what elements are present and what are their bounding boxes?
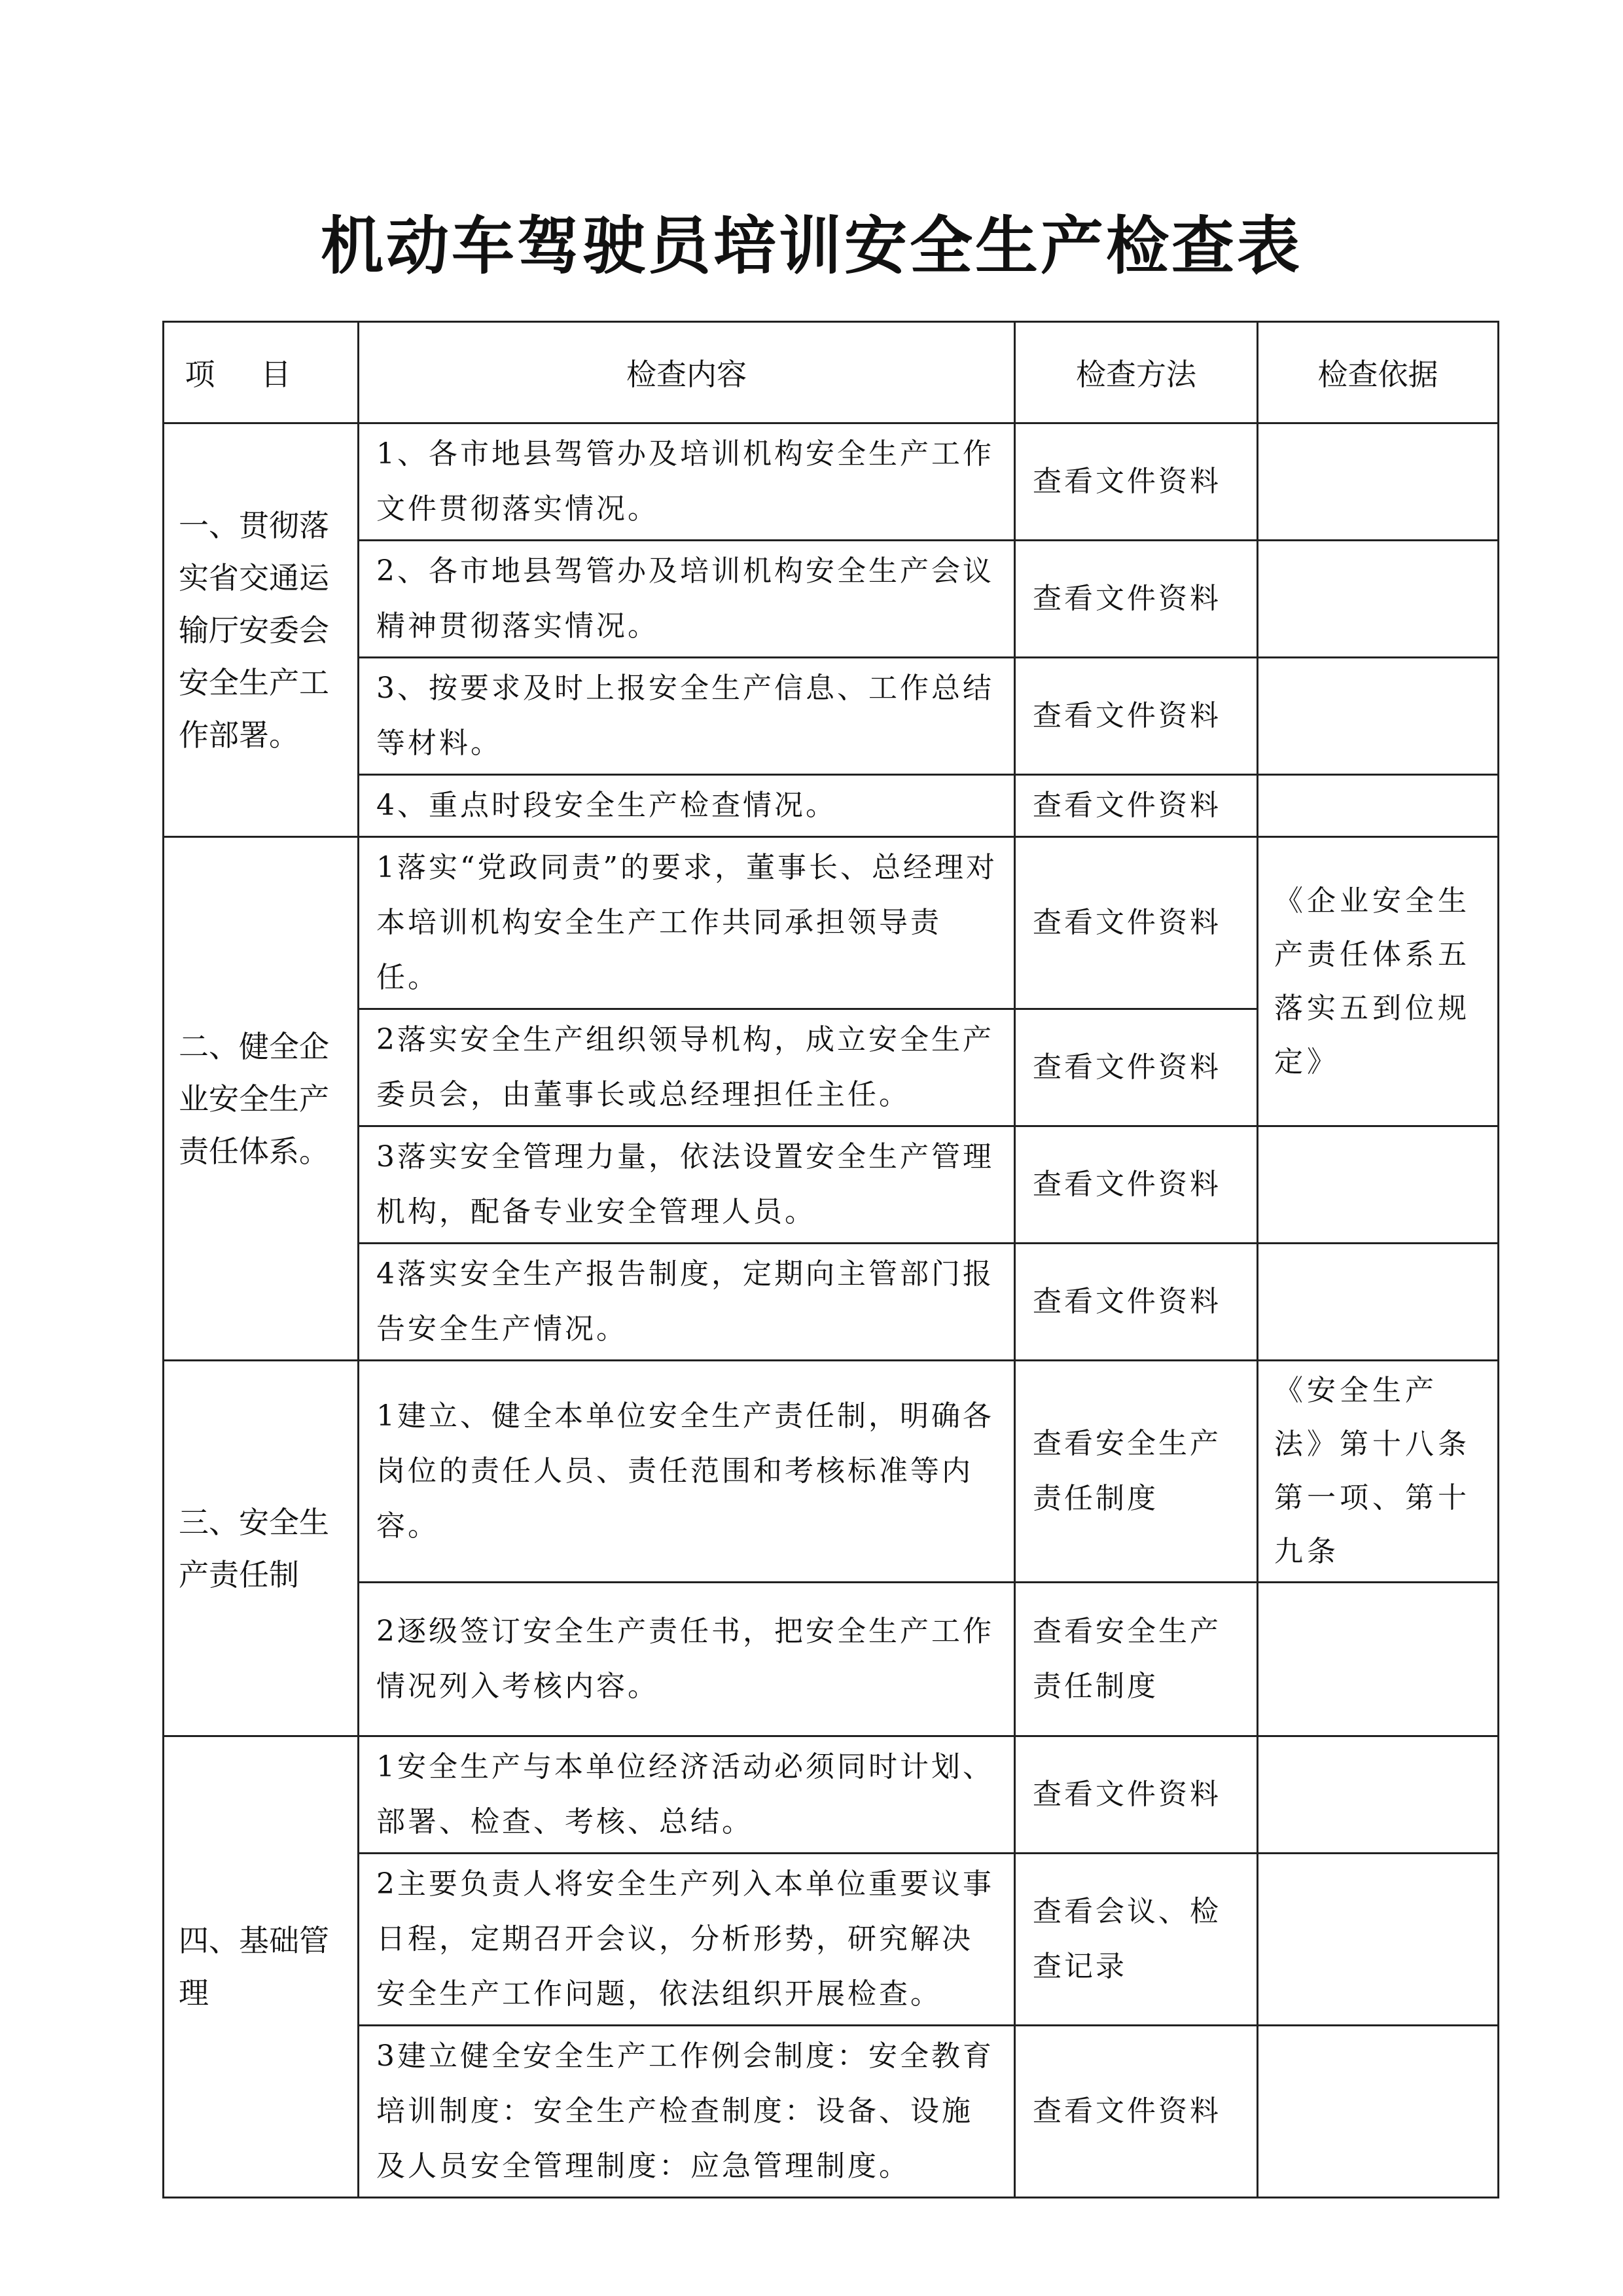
check-basis bbox=[1258, 541, 1499, 658]
table-row bbox=[164, 1736, 1499, 1854]
check-content: 4、重点时段安全生产检查情况。 bbox=[359, 775, 1015, 837]
check-method: 查看文件资料 bbox=[1015, 775, 1258, 837]
table-row bbox=[164, 1583, 1499, 1736]
table-row bbox=[164, 658, 1499, 775]
table-row bbox=[164, 1126, 1499, 1244]
check-basis bbox=[1258, 658, 1499, 775]
table-row bbox=[164, 837, 1499, 1009]
table-row bbox=[164, 1361, 1499, 1583]
check-method: 查看文件资料 bbox=[1015, 837, 1258, 1009]
check-basis bbox=[1258, 1583, 1499, 1736]
table-row bbox=[164, 775, 1499, 837]
section-name: 一、贯彻落实省交通运输厅安委会安全生产工作部署。 bbox=[164, 423, 359, 837]
check-content: 2逐级签订安全生产责任书，把安全生产工作情况列入考核内容。 bbox=[359, 1583, 1015, 1736]
section-name: 三、安全生产责任制 bbox=[164, 1361, 359, 1736]
check-content: 1、各市地县驾管办及培训机构安全生产工作文件贯彻落实情况。 bbox=[359, 423, 1015, 541]
check-content: 1落实“党政同责”的要求，董事长、总经理对本培训机构安全生产工作共同承担领导责任。 bbox=[359, 837, 1015, 1009]
section-name: 四、基础管理 bbox=[164, 1736, 359, 2198]
check-content: 2、各市地县驾管办及培训机构安全生产会议精神贯彻落实情况。 bbox=[359, 541, 1015, 658]
check-content: 2主要负责人将安全生产列入本单位重要议事日程，定期召开会议，分析形势，研究解决安全生产工作问题，依法组织开展检查。 bbox=[359, 1854, 1015, 2026]
check-content: 2落实安全生产组织领导机构，成立安全生产委员会，由董事长或总经理担任主任。 bbox=[359, 1009, 1015, 1126]
check-method: 查看文件资料 bbox=[1015, 1009, 1258, 1126]
table-row bbox=[164, 2026, 1499, 2198]
check-method: 查看文件资料 bbox=[1015, 2026, 1258, 2198]
check-basis bbox=[1258, 423, 1499, 541]
table-row bbox=[164, 541, 1499, 658]
check-method: 查看文件资料 bbox=[1015, 1736, 1258, 1854]
page-title: 机动车驾驶员培训安全生产检查表 bbox=[321, 209, 1302, 283]
header-content: 检查内容 bbox=[359, 322, 1015, 423]
check-content: 3落实安全管理力量，依法设置安全生产管理机构，配备专业安全管理人员。 bbox=[359, 1126, 1015, 1244]
check-basis bbox=[1258, 2026, 1499, 2198]
check-basis bbox=[1258, 1126, 1499, 1244]
check-method: 查看文件资料 bbox=[1015, 1244, 1258, 1361]
check-basis bbox=[1258, 1736, 1499, 1854]
inspection-table bbox=[162, 321, 1499, 2198]
check-method: 查看安全生产责任制度 bbox=[1015, 1583, 1258, 1736]
check-content: 3建立健全安全生产工作例会制度：安全教育培训制度：安全生产检查制度：设备、设施及人员安全管理制度：应急管理制度。 bbox=[359, 2026, 1015, 2198]
header-method: 检查方法 bbox=[1015, 322, 1258, 423]
header-project: 项目 bbox=[164, 322, 359, 423]
check-content: 3、按要求及时上报安全生产信息、工作总结等材料。 bbox=[359, 658, 1015, 775]
check-basis bbox=[1258, 1244, 1499, 1361]
check-content: 4落实安全生产报告制度，定期向主管部门报告安全生产情况。 bbox=[359, 1244, 1015, 1361]
header-row bbox=[164, 322, 1499, 423]
section-name: 二、健全企业安全生产责任体系。 bbox=[164, 837, 359, 1361]
check-method: 查看文件资料 bbox=[1015, 1126, 1258, 1244]
check-basis bbox=[1258, 1854, 1499, 2026]
header-basis: 检查依据 bbox=[1258, 322, 1499, 423]
table-row bbox=[164, 1854, 1499, 2026]
table-row bbox=[164, 1244, 1499, 1361]
check-basis bbox=[1258, 775, 1499, 837]
check-basis: 《企业安全生产责任体系五落实五到位规定》 bbox=[1258, 837, 1499, 1126]
check-method: 查看文件资料 bbox=[1015, 423, 1258, 541]
check-method: 查看文件资料 bbox=[1015, 541, 1258, 658]
check-method: 查看安全生产责任制度 bbox=[1015, 1361, 1258, 1583]
check-content: 1建立、健全本单位安全生产责任制，明确各岗位的责任人员、责任范围和考核标准等内容。 bbox=[359, 1361, 1015, 1583]
check-method: 查看文件资料 bbox=[1015, 658, 1258, 775]
check-content: 1安全生产与本单位经济活动必须同时计划、部署、检查、考核、总结。 bbox=[359, 1736, 1015, 1854]
table-row bbox=[164, 423, 1499, 541]
check-basis: 《安全生产法》第十八条第一项、第十九条 bbox=[1258, 1361, 1499, 1583]
check-method: 查看会议、检查记录 bbox=[1015, 1854, 1258, 2026]
